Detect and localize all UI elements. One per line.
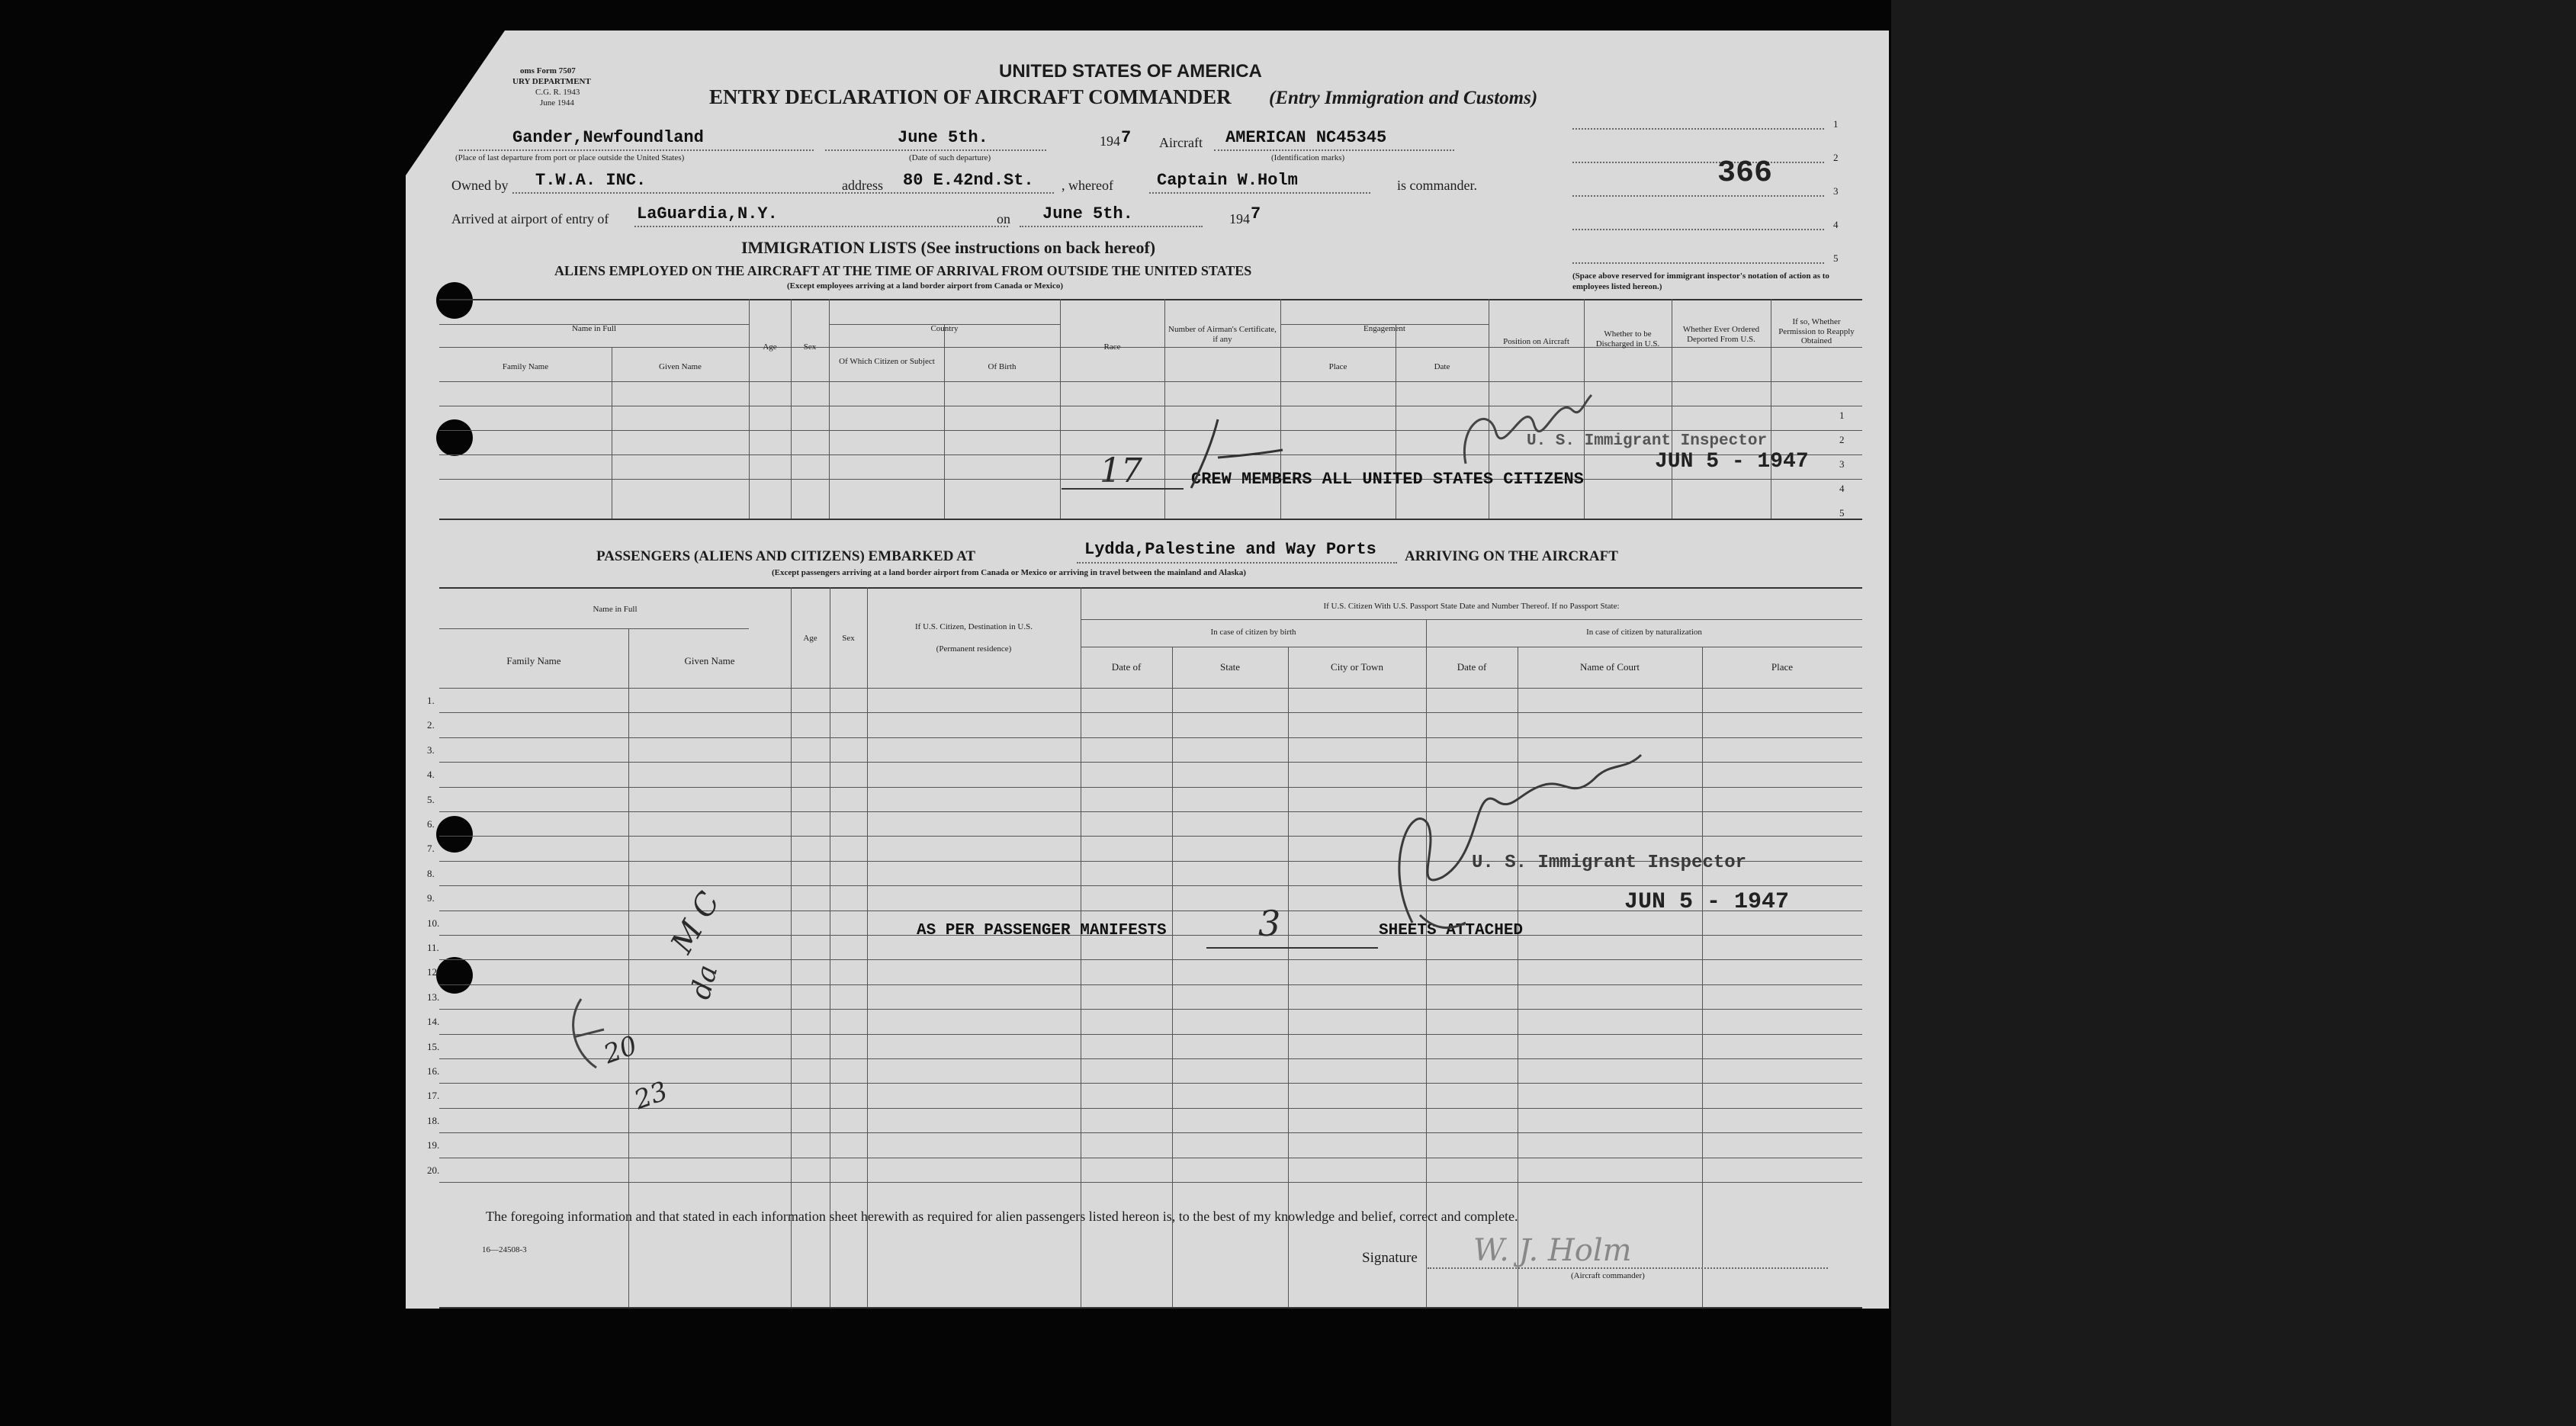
whereof-label: , whereof [1062,178,1113,193]
passenger-row-number: 5. [427,794,435,805]
date-stamp-main: JUN 5 - 1947 [1624,889,1790,915]
commander-signature: W. J. Holm [1473,1233,1632,1268]
arrival-year-digit: 7 [1251,204,1261,223]
punch-hole [436,957,473,994]
handwritten-mark: da [685,962,724,1003]
manifest-prefix: AS PER PASSENGER MANIFESTS [917,922,1167,939]
passengers-col-naturalization-date: Date of [1457,661,1487,673]
scanner-background [1891,0,2576,1426]
passenger-row-number: 11. [427,942,439,953]
aliens-row-number: 2 [1839,434,1845,445]
aliens-col-citizen-of: Of Which Citizen or Subject [839,357,935,366]
passengers-col-sex: Sex [842,634,855,643]
aliens-row [439,479,1862,480]
passenger-row-number: 4. [427,769,435,780]
passenger-row-number: 17. [427,1090,440,1101]
passenger-row [439,1034,1862,1035]
aliens-col-place: Place [1328,362,1347,371]
col-divider [628,628,629,1307]
manifest-count: 3 [1258,903,1281,944]
owner-value: T.W.A. INC. [535,171,647,190]
aliens-col-family-name: Family Name [502,362,549,371]
date-stamp-top: JUN 5 - 1947 [1655,450,1809,474]
passengers-col-family-name: Family Name [506,655,561,666]
punch-hole [436,419,473,456]
aliens-col-sex: Sex [803,342,817,352]
date-caption: (Date of such departure) [909,153,991,162]
form-country: UNITED STATES OF AMERICA [999,61,1262,82]
aircraft-label: Aircraft [1159,135,1203,150]
owned-label: Owned by [451,178,509,193]
passenger-row-number: 18. [427,1115,440,1126]
inspector-stamp-top: U. S. Immigrant Inspector [1527,432,1768,450]
aliens-col-discharged: Whether to be Discharged in U.S. [1595,329,1660,349]
inspector-stamp-main: U. S. Immigrant Inspector [1472,853,1747,873]
passenger-row [439,1182,1862,1183]
manifest-count-underline [1206,947,1378,949]
handwritten-mark: 20 [599,1029,641,1071]
passenger-row [439,737,1862,738]
commander-value: Captain W.Holm [1157,171,1298,190]
aliens-col-permission: If so, Whether Permission to Reapply Obtained [1778,317,1855,346]
aliens-col-airman-certificate: Number of Airman's Certificate, if any [1168,325,1277,345]
passenger-row [439,712,1862,713]
passengers-col-by-naturalization: In case of citizen by naturalization [1586,628,1702,637]
form-page [406,31,1889,1309]
reserved-line [1572,262,1824,264]
inspector-signature-main [1367,740,1656,938]
aliens-col-given-name: Given Name [659,362,702,371]
col-divider [791,299,792,519]
passenger-row-number: 20. [427,1164,440,1176]
aliens-note: (Except employees arriving at a land border airport from Canada or Mexico) [787,281,1064,291]
passenger-row-number: 3. [427,744,435,756]
address-label: address [842,178,883,193]
reserved-line [1572,195,1824,197]
passenger-row-number: 8. [427,868,435,879]
passenger-row-number: 6. [427,818,435,830]
aliens-col-age: Age [763,342,777,352]
handwritten-mark: 23 [630,1075,672,1116]
signature-caption: (Aircraft commander) [1571,1271,1645,1280]
reserved-line-number: 4 [1833,219,1839,230]
aircraft-line [1214,149,1454,151]
passenger-row-number: 2. [427,719,435,731]
crew-statement: CREW MEMBERS ALL UNITED STATES CITIZENS [1191,470,1584,489]
passengers-col-state: State [1220,661,1240,673]
reserved-line [1572,229,1824,230]
aliens-col-birth: Of Birth [988,362,1017,371]
passenger-row [439,1009,1862,1010]
passenger-row-number: 10. [427,917,440,929]
passenger-row-number: 14. [427,1016,440,1027]
form-subtitle: (Entry Immigration and Customs) [1269,88,1538,108]
passengers-col-given-name: Given Name [684,655,735,666]
declaration-text: The foregoing information and that stated in each information sheet herewith as required for alien passengers listed hereon is, to the best of my knowledge and belief, correct and complete. [486,1209,1518,1224]
passengers-heading-suffix: ARRIVING ON THE AIRCRAFT [1405,548,1618,564]
passengers-table-bottom [439,1307,1862,1309]
date-line [825,149,1046,151]
form-title: ENTRY DECLARATION OF AIRCRAFT COMMANDER [709,85,1232,108]
col-divider [791,587,792,1307]
handwritten-stroke [1176,412,1290,496]
aliens-table-top [439,299,1862,300]
form-edition: C.G. R. 1943 [535,88,580,97]
aliens-row [439,430,1862,431]
aliens-col-position: Position on Aircraft [1503,337,1569,346]
passenger-row-number: 12. [427,966,440,978]
passenger-row [439,1132,1862,1133]
on-label: on [997,211,1010,226]
reserved-caption: (Space above reserved for immigrant inspector's notation of action as to employees listed hereon.) [1572,271,1829,291]
col-divider [867,587,868,1307]
passenger-row-number: 19. [427,1139,440,1151]
col-divider [1164,299,1165,519]
form-department: URY DEPARTMENT [512,77,591,86]
manifest-suffix: SHEETS ATTACHED [1379,922,1524,939]
arrival-date-value: June 5th. [1042,204,1133,223]
passenger-row [439,1058,1862,1059]
aliens-col-race: Race [1103,342,1121,352]
aliens-row [439,454,1862,455]
commander-suffix: is commander. [1397,178,1477,193]
immigration-heading: IMMIGRATION LISTS (See instructions on back hereof) [741,238,1156,257]
aliens-row-number: 4 [1839,483,1845,494]
arrival-airport-line [634,226,1008,227]
signature-line [1428,1267,1828,1269]
passengers-col-court: Name of Court [1580,661,1640,673]
departure-date-value: June 5th. [898,128,988,147]
arrival-year-prefix: 194 [1229,211,1250,226]
reserved-line [1572,128,1824,130]
passenger-row-number: 13. [427,991,440,1003]
aliens-col-engagement: Engagement [1363,324,1405,333]
col-divider [749,299,750,519]
passengers-col-by-birth: In case of citizen by birth [1210,628,1296,637]
passengers-table-top [439,587,1862,589]
aliens-row-number: 1 [1839,409,1845,421]
aliens-col-country: Country [930,324,959,333]
arrival-airport-value: LaGuardia,N.Y. [637,204,778,223]
punch-hole [436,282,473,319]
punch-hole [436,816,473,853]
aliens-heading: ALIENS EMPLOYED ON THE AIRCRAFT AT THE TIME OF ARRIVAL FROM OUTSIDE THE UNITED STATES [554,263,1252,278]
passengers-col-name-in-full: Name in Full [593,605,638,614]
passenger-row [439,984,1862,985]
form-number: oms Form 7507 [520,66,576,75]
passengers-col-date-of: Date of [1111,661,1142,673]
aliens-table-bottom [439,519,1862,520]
aircraft-caption: (Identification marks) [1271,153,1345,162]
reserved-line-number: 1 [1833,118,1839,130]
passenger-row-number: 9. [427,892,435,904]
passenger-row-number: 15. [427,1041,440,1052]
passengers-col-passport-header: If U.S. Citizen With U.S. Passport State Date and Number Thereof. If no Passport State: [1323,602,1620,611]
passengers-col-place: Place [1771,661,1794,673]
inspector-signature-top [1443,380,1595,471]
arrival-date-line [1020,226,1203,227]
print-code: 16—24508-3 [482,1245,527,1254]
arrived-label: Arrived at airport of entry of [451,211,609,226]
passengers-col-destination: If U.S. Citizen, Destination in U.S. [915,622,1033,631]
col-divider [1060,299,1061,519]
form-edition-date: June 1944 [540,98,574,108]
reserved-line-number: 2 [1833,152,1839,163]
passengers-header-bottom [439,688,1862,689]
embarked-value: Lydda,Palestine and Way Ports [1084,540,1376,559]
address-value: 80 E.42nd.St. [903,171,1034,190]
aliens-row-number: 3 [1839,458,1845,470]
departure-caption: (Place of last departure from port or place outside the United States) [455,153,685,162]
passengers-col-age: Age [803,634,817,643]
departure-year-digit: 7 [1121,128,1132,147]
crew-count-underline [1062,488,1184,490]
handwritten-stroke [558,991,619,1083]
aliens-col-name-in-full: Name in Full [571,324,617,333]
passenger-row-number: 7. [427,843,435,854]
reserved-line [1572,162,1824,163]
col-divider [1426,619,1427,1307]
passenger-row-number: 1. [427,695,435,706]
reserved-line-number: 3 [1833,185,1839,197]
passengers-col-city: City or Town [1331,661,1383,673]
aliens-row [439,381,1862,382]
sub-header-line [439,628,749,629]
passenger-row [439,959,1862,960]
aliens-col-deported: Whether Ever Ordered Deported From U.S. [1682,325,1760,345]
year-prefix: 194 [1100,133,1120,149]
aliens-row-number: 5 [1839,507,1845,519]
crew-count: 17 [1100,451,1142,490]
sub-header-line [1081,619,1862,620]
passengers-col-destination-note: (Permanent residence) [936,644,1012,654]
passenger-row-number: 16. [427,1065,440,1077]
handwritten-mark: M C [664,886,728,959]
passengers-heading-prefix: PASSENGERS (ALIENS AND CITIZENS) EMBARKED AT [596,548,976,564]
embarked-line [1077,562,1397,564]
aircraft-value: AMERICAN NC45345 [1225,128,1387,147]
inspector-notation-number: 366 [1717,156,1773,191]
aliens-col-date: Date [1434,362,1450,371]
departure-line [459,149,814,151]
signature-label: Signature [1362,1250,1418,1266]
reserved-line-number: 5 [1833,252,1839,264]
passengers-note: (Except passengers arriving at a land border airport from Canada or Mexico or arriving in travel between the mainland and Alaska) [772,568,1246,577]
commander-line [1149,192,1370,194]
address-line [894,192,1054,194]
col-divider [944,324,945,519]
departure-value: Gander,Newfoundland [512,128,704,147]
